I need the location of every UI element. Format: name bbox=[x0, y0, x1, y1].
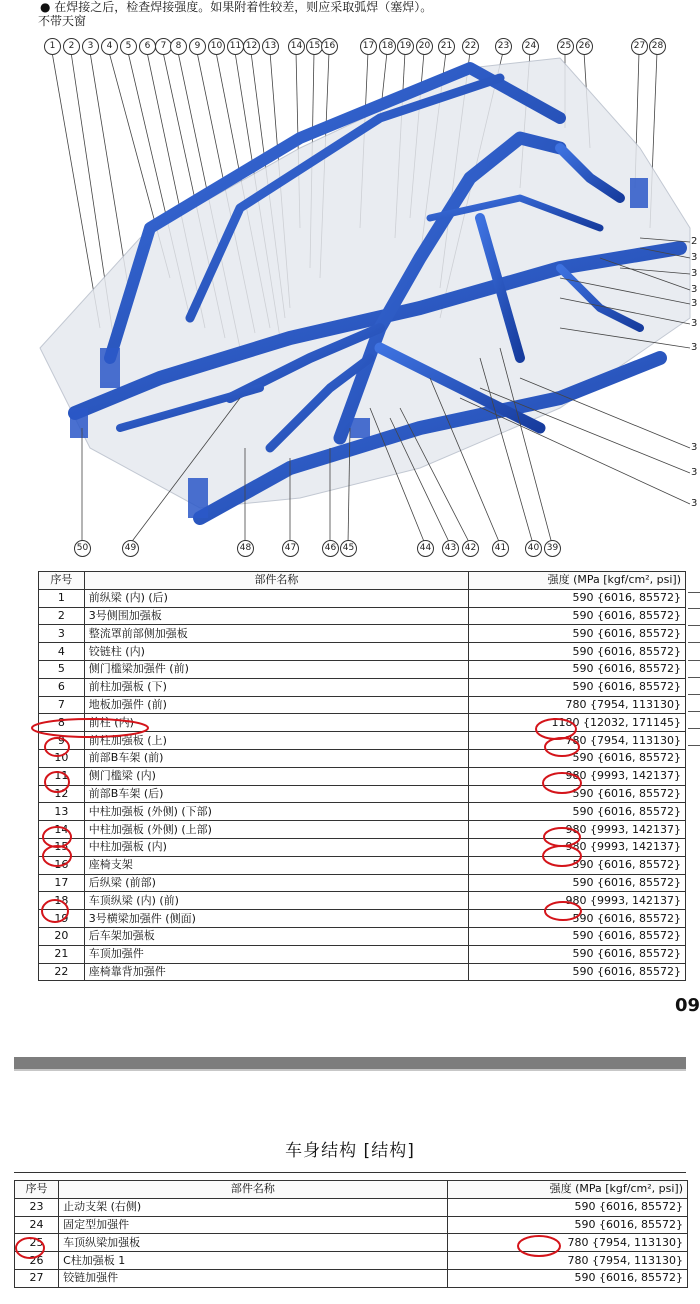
parts-strength-table-1 bbox=[38, 571, 686, 981]
row-strength: 590 {6016, 85572} bbox=[447, 1269, 687, 1287]
table-row bbox=[39, 749, 686, 767]
row-no: 27 bbox=[15, 1269, 59, 1287]
row-name: 后纵梁 (前部) bbox=[84, 874, 468, 892]
right-callout: 3 bbox=[691, 442, 698, 453]
row-name: 中柱加强板 (外侧) (下部) bbox=[84, 803, 468, 821]
callout-40: 40 bbox=[525, 540, 542, 557]
table-row bbox=[39, 625, 686, 643]
row-no: 24 bbox=[15, 1216, 59, 1234]
table-row bbox=[15, 1269, 688, 1287]
row-name: 铰链柱 (内) bbox=[84, 643, 468, 661]
table-row bbox=[39, 643, 686, 661]
row-no: 2 bbox=[39, 607, 85, 625]
table-row bbox=[39, 838, 686, 856]
row-name: 前纵梁 (内) (后) bbox=[84, 589, 468, 607]
table-row bbox=[39, 714, 686, 732]
row-no: 18 bbox=[39, 892, 85, 910]
row-no: 1 bbox=[39, 589, 85, 607]
callout-27: 27 bbox=[631, 38, 648, 55]
callout-48: 48 bbox=[237, 540, 254, 557]
row-no: 3 bbox=[39, 625, 85, 643]
table-row bbox=[39, 767, 686, 785]
callout-28: 28 bbox=[649, 38, 666, 55]
callout-49: 49 bbox=[122, 540, 139, 557]
callout-43: 43 bbox=[442, 540, 459, 557]
weld-note: ● 在焊接之后，检查焊接强度。如果附着性较差，则应采取弧焊（塞焊）。 bbox=[40, 0, 433, 14]
row-strength: 780 {7954, 113130} bbox=[469, 732, 686, 750]
table-row bbox=[39, 589, 686, 607]
table-row bbox=[39, 945, 686, 963]
row-name: 后车架加强板 bbox=[84, 927, 468, 945]
row-no: 21 bbox=[39, 945, 85, 963]
header-name: 部件名称 bbox=[84, 572, 468, 590]
callout-22: 22 bbox=[462, 38, 479, 55]
row-no: 6 bbox=[39, 678, 85, 696]
row-strength: 980 {9993, 142137} bbox=[469, 892, 686, 910]
callout-16: 16 bbox=[321, 38, 338, 55]
row-name: 地板加强件 (前) bbox=[84, 696, 468, 714]
table-row bbox=[39, 927, 686, 945]
row-no: 22 bbox=[39, 963, 85, 981]
row-strength: 590 {6016, 85572} bbox=[469, 625, 686, 643]
row-strength: 590 {6016, 85572} bbox=[447, 1198, 687, 1216]
table-row bbox=[39, 892, 686, 910]
row-name: 座椅靠背加强件 bbox=[84, 963, 468, 981]
row-no: 11 bbox=[39, 767, 85, 785]
callout-24: 24 bbox=[522, 38, 539, 55]
row-no: 5 bbox=[39, 660, 85, 678]
row-name: 铰链加强件 bbox=[59, 1269, 448, 1287]
row-no: 13 bbox=[39, 803, 85, 821]
row-strength: 590 {6016, 85572} bbox=[469, 660, 686, 678]
row-strength: 590 {6016, 85572} bbox=[447, 1216, 687, 1234]
row-no: 12 bbox=[39, 785, 85, 803]
table-row bbox=[15, 1234, 688, 1252]
callout-11: 11 bbox=[227, 38, 244, 55]
row-strength: 1180 {12032, 171145} bbox=[469, 714, 686, 732]
right-callout: 3 bbox=[691, 268, 698, 279]
table-row bbox=[39, 678, 686, 696]
callout-23: 23 bbox=[495, 38, 512, 55]
row-strength: 980 {9993, 142137} bbox=[469, 767, 686, 785]
row-strength: 980 {9993, 142137} bbox=[469, 821, 686, 839]
callout-21: 21 bbox=[438, 38, 455, 55]
row-strength: 590 {6016, 85572} bbox=[469, 945, 686, 963]
callout-14: 14 bbox=[288, 38, 305, 55]
no-sunroof-label: 不带天窗 bbox=[38, 14, 87, 28]
table-row bbox=[39, 803, 686, 821]
right-callout: 3 bbox=[691, 498, 698, 509]
row-no: 14 bbox=[39, 821, 85, 839]
row-no: 16 bbox=[39, 856, 85, 874]
row-name: 中柱加强板 (内) bbox=[84, 838, 468, 856]
row-name: 止动支架 (右侧) bbox=[59, 1198, 448, 1216]
row-name: 侧门槛梁加强件 (前) bbox=[84, 660, 468, 678]
row-name: 车顶纵梁加强板 bbox=[59, 1234, 448, 1252]
row-no: 9 bbox=[39, 732, 85, 750]
section-rule bbox=[14, 1172, 686, 1173]
table-row bbox=[15, 1198, 688, 1216]
page-divider-shadow bbox=[14, 1069, 686, 1071]
table-row bbox=[39, 696, 686, 714]
row-name: 中柱加强板 (外侧) (上部) bbox=[84, 821, 468, 839]
row-strength: 590 {6016, 85572} bbox=[469, 643, 686, 661]
table-row bbox=[39, 607, 686, 625]
table-row bbox=[39, 963, 686, 981]
row-no: 26 bbox=[15, 1252, 59, 1270]
row-no: 25 bbox=[15, 1234, 59, 1252]
right-callout: 3 bbox=[691, 342, 698, 353]
table-header-row bbox=[15, 1181, 688, 1199]
header-strength: 强度 (MPa [kgf/cm², psi]) bbox=[447, 1181, 687, 1199]
table-row bbox=[39, 910, 686, 928]
callout-10: 10 bbox=[208, 38, 225, 55]
callout-8: 8 bbox=[170, 38, 187, 55]
right-callout: 3 bbox=[691, 318, 698, 329]
row-no: 7 bbox=[39, 696, 85, 714]
callout-12: 12 bbox=[243, 38, 260, 55]
right-callout: 3 bbox=[691, 284, 698, 295]
row-strength: 590 {6016, 85572} bbox=[469, 607, 686, 625]
row-name: 座椅支架 bbox=[84, 856, 468, 874]
header-strength: 强度 (MPa [kgf/cm², psi]) bbox=[469, 572, 686, 590]
callout-50: 50 bbox=[74, 540, 91, 557]
table-row bbox=[15, 1252, 688, 1270]
row-name: 前柱加强板 (下) bbox=[84, 678, 468, 696]
row-no: 15 bbox=[39, 838, 85, 856]
row-name: 前柱 (内) bbox=[84, 714, 468, 732]
row-strength: 590 {6016, 85572} bbox=[469, 749, 686, 767]
parts-strength-table-2 bbox=[14, 1180, 688, 1288]
table-row bbox=[39, 856, 686, 874]
callout-7: 7 bbox=[155, 38, 172, 55]
callout-3: 3 bbox=[82, 38, 99, 55]
row-name: 前部B车架 (前) bbox=[84, 749, 468, 767]
row-strength: 590 {6016, 85572} bbox=[469, 856, 686, 874]
row-name: 车顶纵梁 (内) (前) bbox=[84, 892, 468, 910]
table-header-row bbox=[39, 572, 686, 590]
row-no: 4 bbox=[39, 643, 85, 661]
row-no: 17 bbox=[39, 874, 85, 892]
row-strength: 590 {6016, 85572} bbox=[469, 927, 686, 945]
table-row bbox=[39, 660, 686, 678]
callout-4: 4 bbox=[101, 38, 118, 55]
callout-45: 45 bbox=[340, 540, 357, 557]
header-no: 序号 bbox=[15, 1181, 59, 1199]
callout-15: 15 bbox=[306, 38, 323, 55]
table-row bbox=[39, 732, 686, 750]
callout-17: 17 bbox=[360, 38, 377, 55]
page-divider bbox=[14, 1057, 686, 1069]
row-strength: 780 {7954, 113130} bbox=[469, 696, 686, 714]
table-row bbox=[15, 1216, 688, 1234]
row-name: C柱加强板 1 bbox=[59, 1252, 448, 1270]
row-strength: 590 {6016, 85572} bbox=[469, 803, 686, 821]
row-strength: 590 {6016, 85572} bbox=[469, 785, 686, 803]
row-strength: 780 {7954, 113130} bbox=[447, 1252, 687, 1270]
row-strength: 980 {9993, 142137} bbox=[469, 838, 686, 856]
row-name: 前部B车架 (后) bbox=[84, 785, 468, 803]
row-name: 整流罩前部侧加强板 bbox=[84, 625, 468, 643]
callout-20: 20 bbox=[416, 38, 433, 55]
row-no: 10 bbox=[39, 749, 85, 767]
row-strength: 590 {6016, 85572} bbox=[469, 678, 686, 696]
callout-18: 18 bbox=[379, 38, 396, 55]
right-callout: 3 bbox=[691, 298, 698, 309]
callout-44: 44 bbox=[417, 540, 434, 557]
right-callout: 3 bbox=[691, 467, 698, 478]
row-strength: 590 {6016, 85572} bbox=[469, 589, 686, 607]
callout-5: 5 bbox=[120, 38, 137, 55]
right-callout: 2 bbox=[691, 236, 698, 247]
callout-47: 47 bbox=[282, 540, 299, 557]
header-name: 部件名称 bbox=[59, 1181, 448, 1199]
row-name: 侧门槛梁 (内) bbox=[84, 767, 468, 785]
callout-41: 41 bbox=[492, 540, 509, 557]
body-structure-diagram bbox=[0, 28, 700, 560]
callout-6: 6 bbox=[139, 38, 156, 55]
callout-2: 2 bbox=[63, 38, 80, 55]
table-row bbox=[39, 874, 686, 892]
table-row bbox=[39, 785, 686, 803]
header-no: 序号 bbox=[39, 572, 85, 590]
row-name: 3号侧围加强板 bbox=[84, 607, 468, 625]
row-name: 车顶加强件 bbox=[84, 945, 468, 963]
row-name: 固定型加强件 bbox=[59, 1216, 448, 1234]
callout-1: 1 bbox=[44, 38, 61, 55]
row-no: 20 bbox=[39, 927, 85, 945]
callout-39: 39 bbox=[544, 540, 561, 557]
row-strength: 780 {7954, 113130} bbox=[447, 1234, 687, 1252]
callout-25: 25 bbox=[557, 38, 574, 55]
row-no: 8 bbox=[39, 714, 85, 732]
row-strength: 590 {6016, 85572} bbox=[469, 874, 686, 892]
callout-9: 9 bbox=[189, 38, 206, 55]
callout-42: 42 bbox=[462, 540, 479, 557]
table-row bbox=[39, 821, 686, 839]
row-name: 3号横梁加强件 (侧面) bbox=[84, 910, 468, 928]
row-strength: 590 {6016, 85572} bbox=[469, 910, 686, 928]
callout-46: 46 bbox=[322, 540, 339, 557]
row-strength: 590 {6016, 85572} bbox=[469, 963, 686, 981]
row-no: 23 bbox=[15, 1198, 59, 1216]
row-no: 19 bbox=[39, 910, 85, 928]
callout-19: 19 bbox=[397, 38, 414, 55]
callout-13: 13 bbox=[262, 38, 279, 55]
section-title: 车身结构 [结构] bbox=[285, 1141, 415, 1161]
callout-26: 26 bbox=[576, 38, 593, 55]
row-name: 前柱加强板 (上) bbox=[84, 732, 468, 750]
right-callout: 3 bbox=[691, 252, 698, 263]
page-number: 09 bbox=[674, 995, 700, 1016]
